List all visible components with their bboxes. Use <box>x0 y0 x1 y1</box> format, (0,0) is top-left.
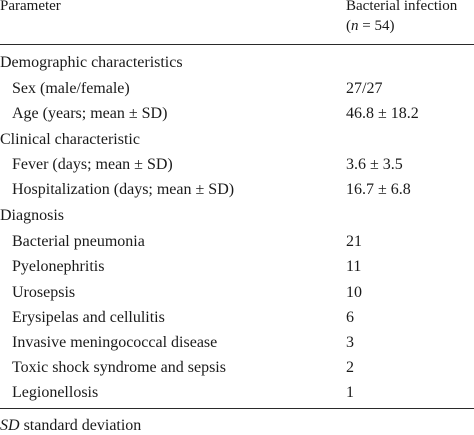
header-n-rest: = 54) <box>358 18 395 34</box>
row-sex-value: 27/27 <box>346 80 383 97</box>
row-fever-value: 3.6 ± 3.5 <box>346 156 403 173</box>
header-n-symbol: n <box>351 18 359 34</box>
table-footnote <box>0 417 141 435</box>
row-age-value: 46.8 ± 18.2 <box>346 105 419 122</box>
row-fever-label: Fever (days; mean ± SD) <box>12 156 173 173</box>
header-bacterial-infection: Bacterial infection <box>346 0 458 14</box>
header-parameter: Parameter <box>0 0 61 14</box>
row-toxic-shock-value: 2 <box>346 359 354 376</box>
row-hospitalization-label: Hospitalization (days; mean ± SD) <box>12 181 235 198</box>
table-bottom-rule <box>0 408 474 409</box>
header-n-count <box>346 17 394 35</box>
row-meningococcal-value: 3 <box>346 334 354 351</box>
row-legionellosis-label: Legionellosis <box>12 384 99 401</box>
section-diagnosis: Diagnosis <box>0 207 64 224</box>
header-n-open: ( <box>346 18 351 34</box>
row-erysipelas-value: 6 <box>346 309 354 326</box>
row-bacterial-pneumonia-value: 21 <box>346 233 362 250</box>
row-hospitalization-value: 16.7 ± 6.8 <box>346 181 411 198</box>
row-pyelonephritis-label: Pyelonephritis <box>12 258 105 275</box>
row-erysipelas-label: Erysipelas and cellulitis <box>12 309 165 326</box>
row-urosepsis-label: Urosepsis <box>12 284 76 301</box>
footnote-text: standard deviation <box>19 417 142 434</box>
row-sex-label: Sex (male/female) <box>12 80 130 97</box>
row-urosepsis-value: 10 <box>346 284 362 301</box>
row-age-label: Age (years; mean ± SD) <box>12 105 168 122</box>
row-toxic-shock-label: Toxic shock syndrome and sepsis <box>12 359 226 376</box>
section-demographic: Demographic characteristics <box>0 54 183 71</box>
table-header-rule <box>0 44 474 45</box>
row-legionellosis-value: 1 <box>346 384 354 401</box>
section-clinical: Clinical characteristic <box>0 131 140 148</box>
row-pyelonephritis-value: 11 <box>346 258 362 275</box>
row-meningococcal-label: Invasive meningococcal disease <box>12 334 218 351</box>
row-bacterial-pneumonia-label: Bacterial pneumonia <box>12 233 145 250</box>
footnote-abbreviation: SD <box>0 417 20 434</box>
